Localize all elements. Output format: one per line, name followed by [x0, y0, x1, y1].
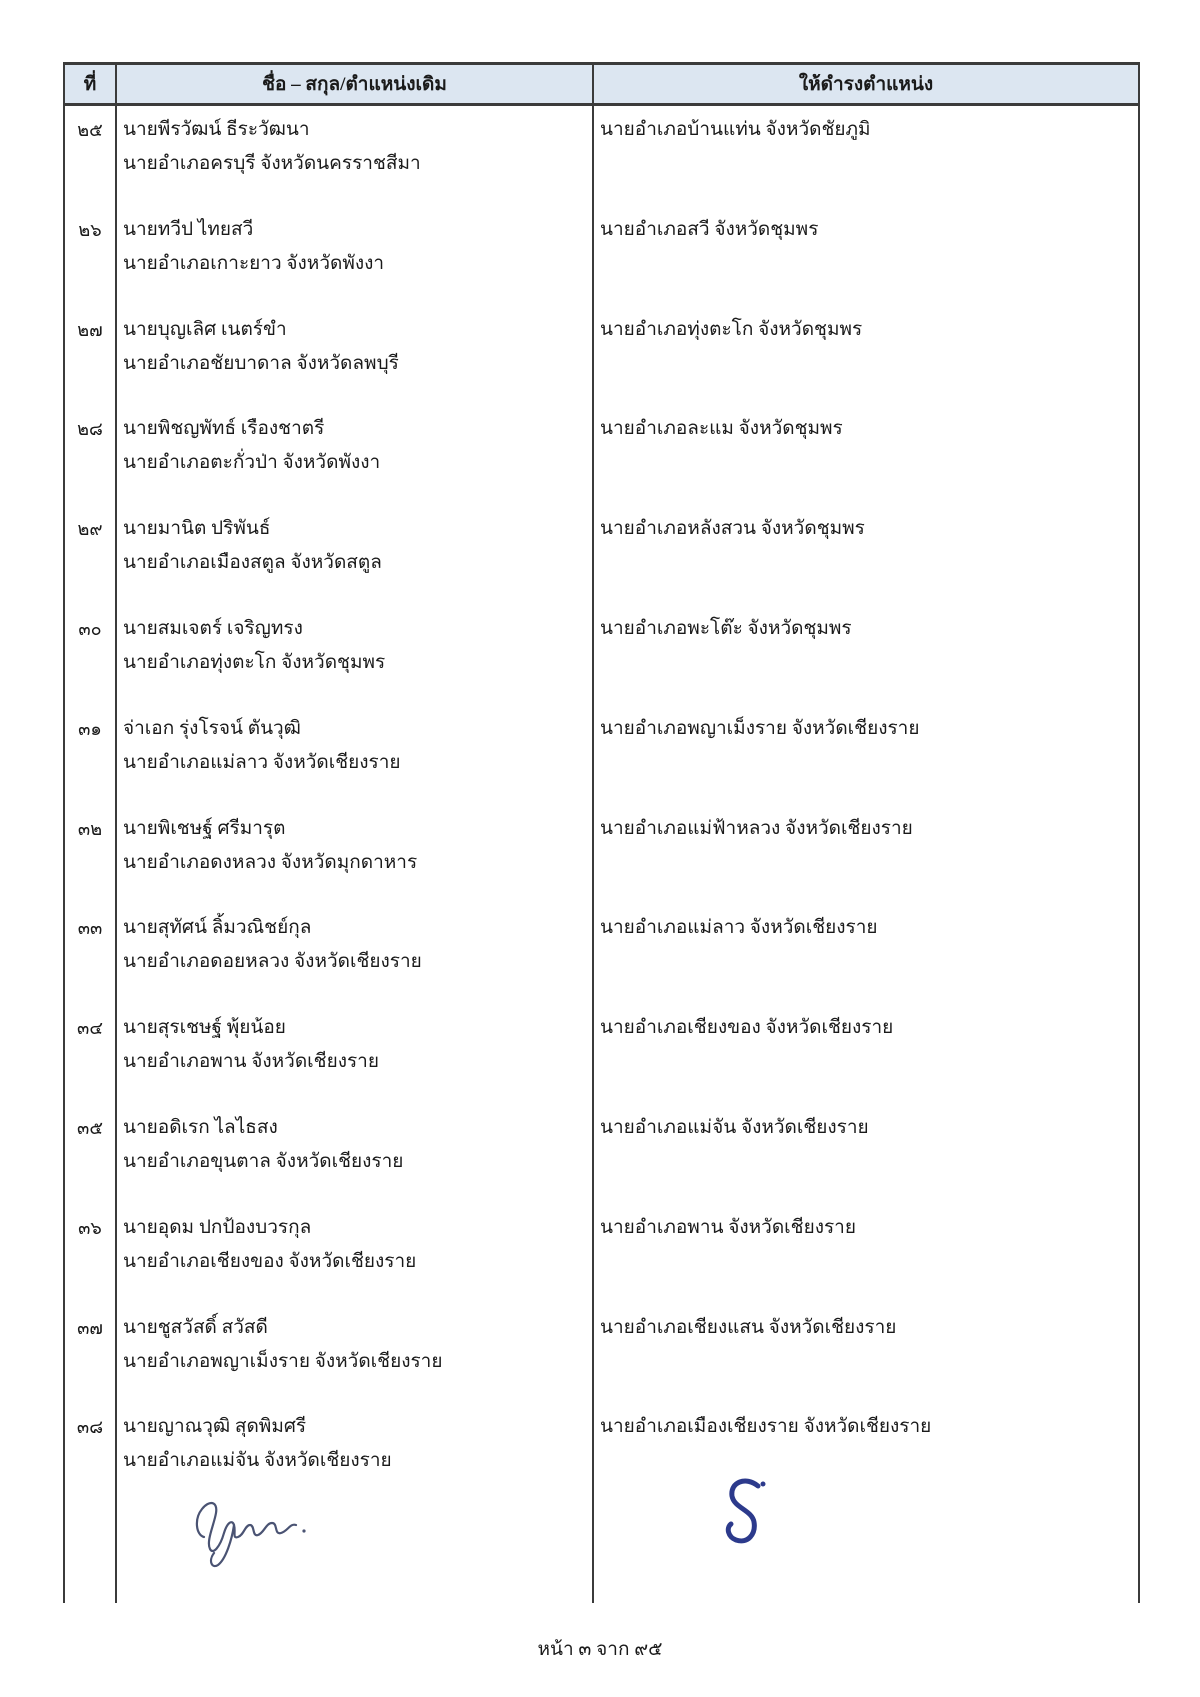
person-name: นายมานิต ปริพันธ์ [123, 518, 271, 540]
person-name: นายสุทัศน์ ลิ้มวณิชย์กุล [123, 917, 312, 939]
person-name: นายสุรเชษฐ์ พุ้ยน้อย [123, 1017, 286, 1039]
former-position: นายอำเภอเชียงของ จังหวัดเชียงราย [123, 1250, 417, 1272]
appointment-table [63, 62, 1140, 1603]
row-name-cell [117, 306, 594, 406]
new-position: นายอำเภอหลังสวน จังหวัดชุมพร [600, 518, 865, 540]
former-position: นายอำเภอแม่ลาว จังหวัดเชียงราย [123, 751, 401, 773]
row-number: ๓๓ [65, 904, 117, 1004]
table-header-row [65, 65, 1138, 106]
former-position: นายอำเภอทุ่งตะโก จังหวัดชุมพร [123, 651, 386, 673]
row-number: ๓๕ [65, 1104, 117, 1204]
former-position: นายอำเภอพาน จังหวัดเชียงราย [123, 1051, 379, 1073]
person-name: จ่าเอก รุ่งโรจน์ ตันวุฒิ [123, 717, 301, 739]
person-name: นายบุญเลิศ เนตร์ขำ [123, 318, 287, 340]
table-row [65, 505, 1138, 605]
new-position: นายอำเภอละแม จังหวัดชุมพร [600, 418, 843, 440]
row-number: ๒๖ [65, 206, 117, 306]
row-number: ๓๗ [65, 1304, 117, 1404]
table-row [65, 405, 1138, 505]
person-name: นายพิเชษฐ์ ศรีมารุต [123, 817, 286, 839]
row-name-cell [117, 106, 594, 206]
row-number: ๒๕ [65, 106, 117, 206]
table-row [65, 1304, 1138, 1404]
former-position: นายอำเภอขุนตาล จังหวัดเชียงราย [123, 1150, 404, 1172]
new-position: นายอำเภอพาน จังหวัดเชียงราย [600, 1216, 856, 1238]
row-name-cell [117, 605, 594, 705]
row-number: ๓๖ [65, 1204, 117, 1304]
former-position: นายอำเภอครบุรี จังหวัดนครราชสีมา [123, 153, 421, 174]
page-number-footer: หน้า ๓ จาก ๙๕ [537, 1639, 663, 1660]
table-row [65, 904, 1138, 1004]
row-number: ๓๔ [65, 1004, 117, 1104]
row-number: ๒๘ [65, 405, 117, 505]
former-position: นายอำเภอเกาะยาว จังหวัดพังงา [123, 252, 385, 274]
row-number: ๒๙ [65, 505, 117, 605]
person-name: นายชูสวัสดิ์ สวัสดี [123, 1316, 268, 1338]
person-name: นายทวีป ไทยสวี [123, 218, 254, 240]
row-name-cell [117, 1304, 594, 1404]
former-position: นายอำเภอดอยหลวง จังหวัดเชียงราย [123, 951, 422, 973]
row-name-cell [117, 705, 594, 805]
former-position: นายอำเภอดงหลวง จังหวัดมุกดาหาร [123, 851, 418, 873]
former-position: นายอำเภอชัยบาดาล จังหวัดลพบุรี [123, 352, 399, 374]
person-name: นายพีรวัฒน์ ธีระวัฒนา [123, 119, 310, 140]
header-cell-name: ชื่อ – สกุล/ตำแหน่งเดิม [117, 65, 594, 103]
table-row [65, 1204, 1138, 1304]
table-row [65, 1004, 1138, 1104]
table-row [65, 1104, 1138, 1204]
person-name: นายสมเจตร์ เจริญทรง [123, 617, 303, 639]
new-position: นายอำเภอแม่จัน จังหวัดเชียงราย [600, 1116, 869, 1138]
new-position: นายอำเภอเชียงแสน จังหวัดเชียงราย [600, 1316, 897, 1338]
new-position: นายอำเภอสวี จังหวัดชุมพร [600, 218, 819, 240]
row-name-cell [117, 405, 594, 505]
row-name-cell [117, 904, 594, 1004]
table-body [65, 106, 1138, 1603]
table-row [65, 206, 1138, 306]
row-name-cell [117, 1004, 594, 1104]
new-position: นายอำเภอแม่ฟ้าหลวง จังหวัดเชียงราย [600, 817, 913, 839]
former-position: นายอำเภอเมืองสตูล จังหวัดสตูล [123, 552, 382, 574]
row-name-cell [117, 1204, 594, 1304]
row-name-cell [117, 1403, 594, 1603]
new-position: นายอำเภอบ้านแท่น จังหวัดชัยภูมิ [600, 119, 871, 140]
new-position: นายอำเภอแม่ลาว จังหวัดเชียงราย [600, 917, 878, 939]
table-row [65, 1403, 1138, 1603]
table-row [65, 106, 1138, 206]
header-cell-position: ให้ดำรงตำแหน่ง [798, 74, 934, 95]
header-cell-number: ที่ [65, 65, 117, 103]
new-position: นายอำเภอเชียงของ จังหวัดเชียงราย [600, 1017, 894, 1039]
row-name-cell [117, 805, 594, 905]
row-name-cell [117, 1104, 594, 1204]
person-name: นายอุดม ปกป้องบวรกุล [123, 1216, 312, 1238]
row-number: ๓๘ [65, 1403, 117, 1603]
former-position: นายอำเภอแม่จัน จังหวัดเชียงราย [123, 1450, 392, 1472]
table-row [65, 705, 1138, 805]
person-name: นายญาณวุฒิ สุดพิมศรี [123, 1416, 307, 1438]
person-name: นายอดิเรก ไลไธสง [123, 1116, 278, 1138]
table-row [65, 805, 1138, 905]
table-row [65, 605, 1138, 705]
person-name: นายพิชญพัทธ์ เรืองชาตรี [123, 418, 325, 440]
row-number: ๓๒ [65, 805, 117, 905]
row-number: ๒๗ [65, 306, 117, 406]
new-position: นายอำเภอพญาเม็งราย จังหวัดเชียงราย [600, 717, 920, 739]
former-position: นายอำเภอตะกั่วป่า จังหวัดพังงา [123, 452, 381, 474]
row-name-cell [117, 206, 594, 306]
new-position: นายอำเภอพะโต๊ะ จังหวัดชุมพร [600, 617, 852, 639]
new-position: นายอำเภอเมืองเชียงราย จังหวัดเชียงราย [600, 1416, 932, 1438]
table-row [65, 306, 1138, 406]
row-number: ๓๑ [65, 705, 117, 805]
row-name-cell [117, 505, 594, 605]
row-number: ๓๐ [65, 605, 117, 705]
former-position: นายอำเภอพญาเม็งราย จังหวัดเชียงราย [123, 1350, 443, 1372]
new-position: นายอำเภอทุ่งตะโก จังหวัดชุมพร [600, 318, 863, 340]
